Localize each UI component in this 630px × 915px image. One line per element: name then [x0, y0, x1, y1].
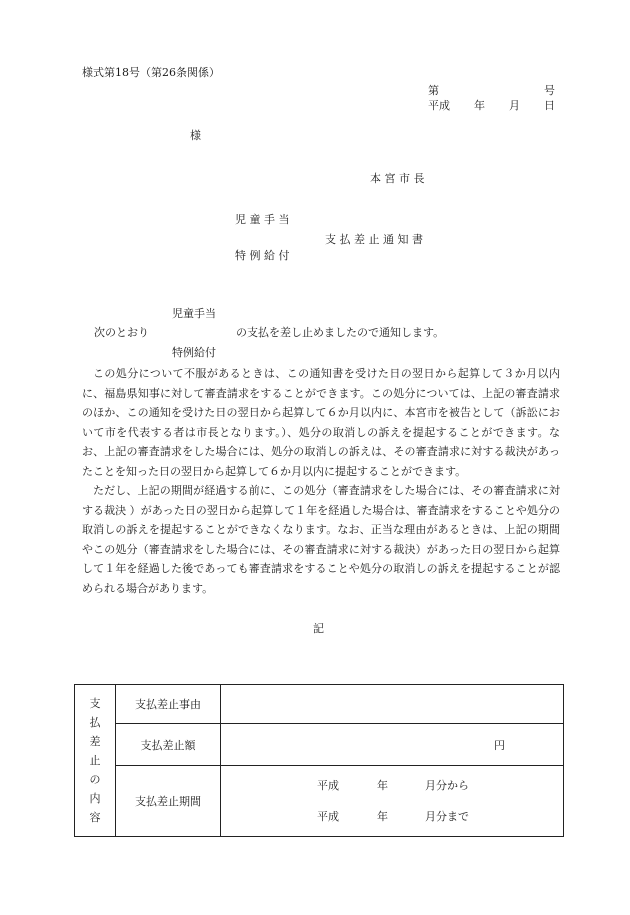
period-to-month: 月分まで	[425, 810, 469, 823]
reason-value-field[interactable]	[221, 685, 564, 724]
period-to-year: 年	[377, 810, 388, 823]
document-title: 支 払 差 止 通 知 書	[325, 233, 423, 246]
amount-label: 支払差止額	[116, 724, 221, 766]
appeal-paragraph-1-text: この処分について不服があるときは、この通知書を受けた日の翌日から起算して３か月以内に、福島県知事に対して審査請求をすることができます。この処分については、上記の審査請求のほか、この通知を受けた日の翌日から起算して６か月以内に、本宮市を被告として（訴訟において市を代表する者は市長となります。）、処分の取消しの訴えを提起することができます。なお、上記の審査請求をした場合には、処分の取消しの訴えは、その審査請求に対する裁決があったことを知った日の翌日から起算して６か月以内に提起することができます。	[82, 367, 560, 478]
suspension-details-table	[74, 684, 564, 837]
notice-tail: の支払を差し止めましたので通知します。	[236, 326, 445, 339]
date-era: 平成	[428, 99, 450, 112]
appeal-paragraph-2	[82, 481, 560, 598]
table-row-reason	[75, 685, 564, 724]
period-label: 支払差止期間	[116, 766, 221, 837]
amount-value-field[interactable]	[221, 724, 564, 766]
date-day: 日	[544, 99, 555, 112]
doc-number-prefix: 第	[428, 84, 439, 97]
yen-unit: 円	[494, 739, 505, 752]
appeal-paragraph-1	[82, 364, 560, 481]
title-option-child-allowance: 児 童 手 当	[235, 213, 290, 226]
period-from-year: 年	[377, 779, 388, 792]
notice-lead: 次のとおり	[94, 326, 149, 339]
addressee-suffix: 様	[190, 129, 201, 142]
side-label: 支払差止の内容	[89, 697, 101, 824]
issuer: 本 宮 市 長	[370, 172, 425, 185]
period-from-month: 月分から	[425, 779, 469, 792]
notice-option-child-allowance: 児童手当	[172, 307, 216, 320]
period-value-field[interactable]	[221, 766, 564, 837]
title-option-special-benefit: 特 例 給 付	[235, 249, 290, 262]
date-month: 月	[509, 99, 520, 112]
table-row-amount	[75, 724, 564, 766]
ki-heading: 記	[313, 622, 324, 635]
form-id: 様式第18号（第26条関係）	[82, 66, 220, 79]
period-to-era: 平成	[317, 810, 339, 823]
reason-label: 支払差止事由	[116, 685, 221, 724]
table-row-period	[75, 766, 564, 837]
notice-option-special-benefit: 特例給付	[172, 346, 216, 359]
side-label-cell	[75, 685, 116, 837]
appeal-paragraph-2-text: ただし、上記の期間が経過する前に、この処分（審査請求をした場合には、その審査請求に対する裁決 ）があった日の翌日から起算して１年を経過した場合は、審査請求をすることや処分の取消しの訴えを提起することができなくなります。なお、正当な理由があるときは、上記の期間やこの処分（審査請求をした場合には、その審査請求に対する裁決）があった日の翌日から起算して１年を経過した後であっても審査請求をすることや処分の取消しの訴えを提起することが認められる場合があります。	[82, 484, 560, 595]
doc-number-suffix: 号	[544, 84, 555, 97]
period-from-era: 平成	[317, 779, 339, 792]
date-year: 年	[474, 99, 485, 112]
